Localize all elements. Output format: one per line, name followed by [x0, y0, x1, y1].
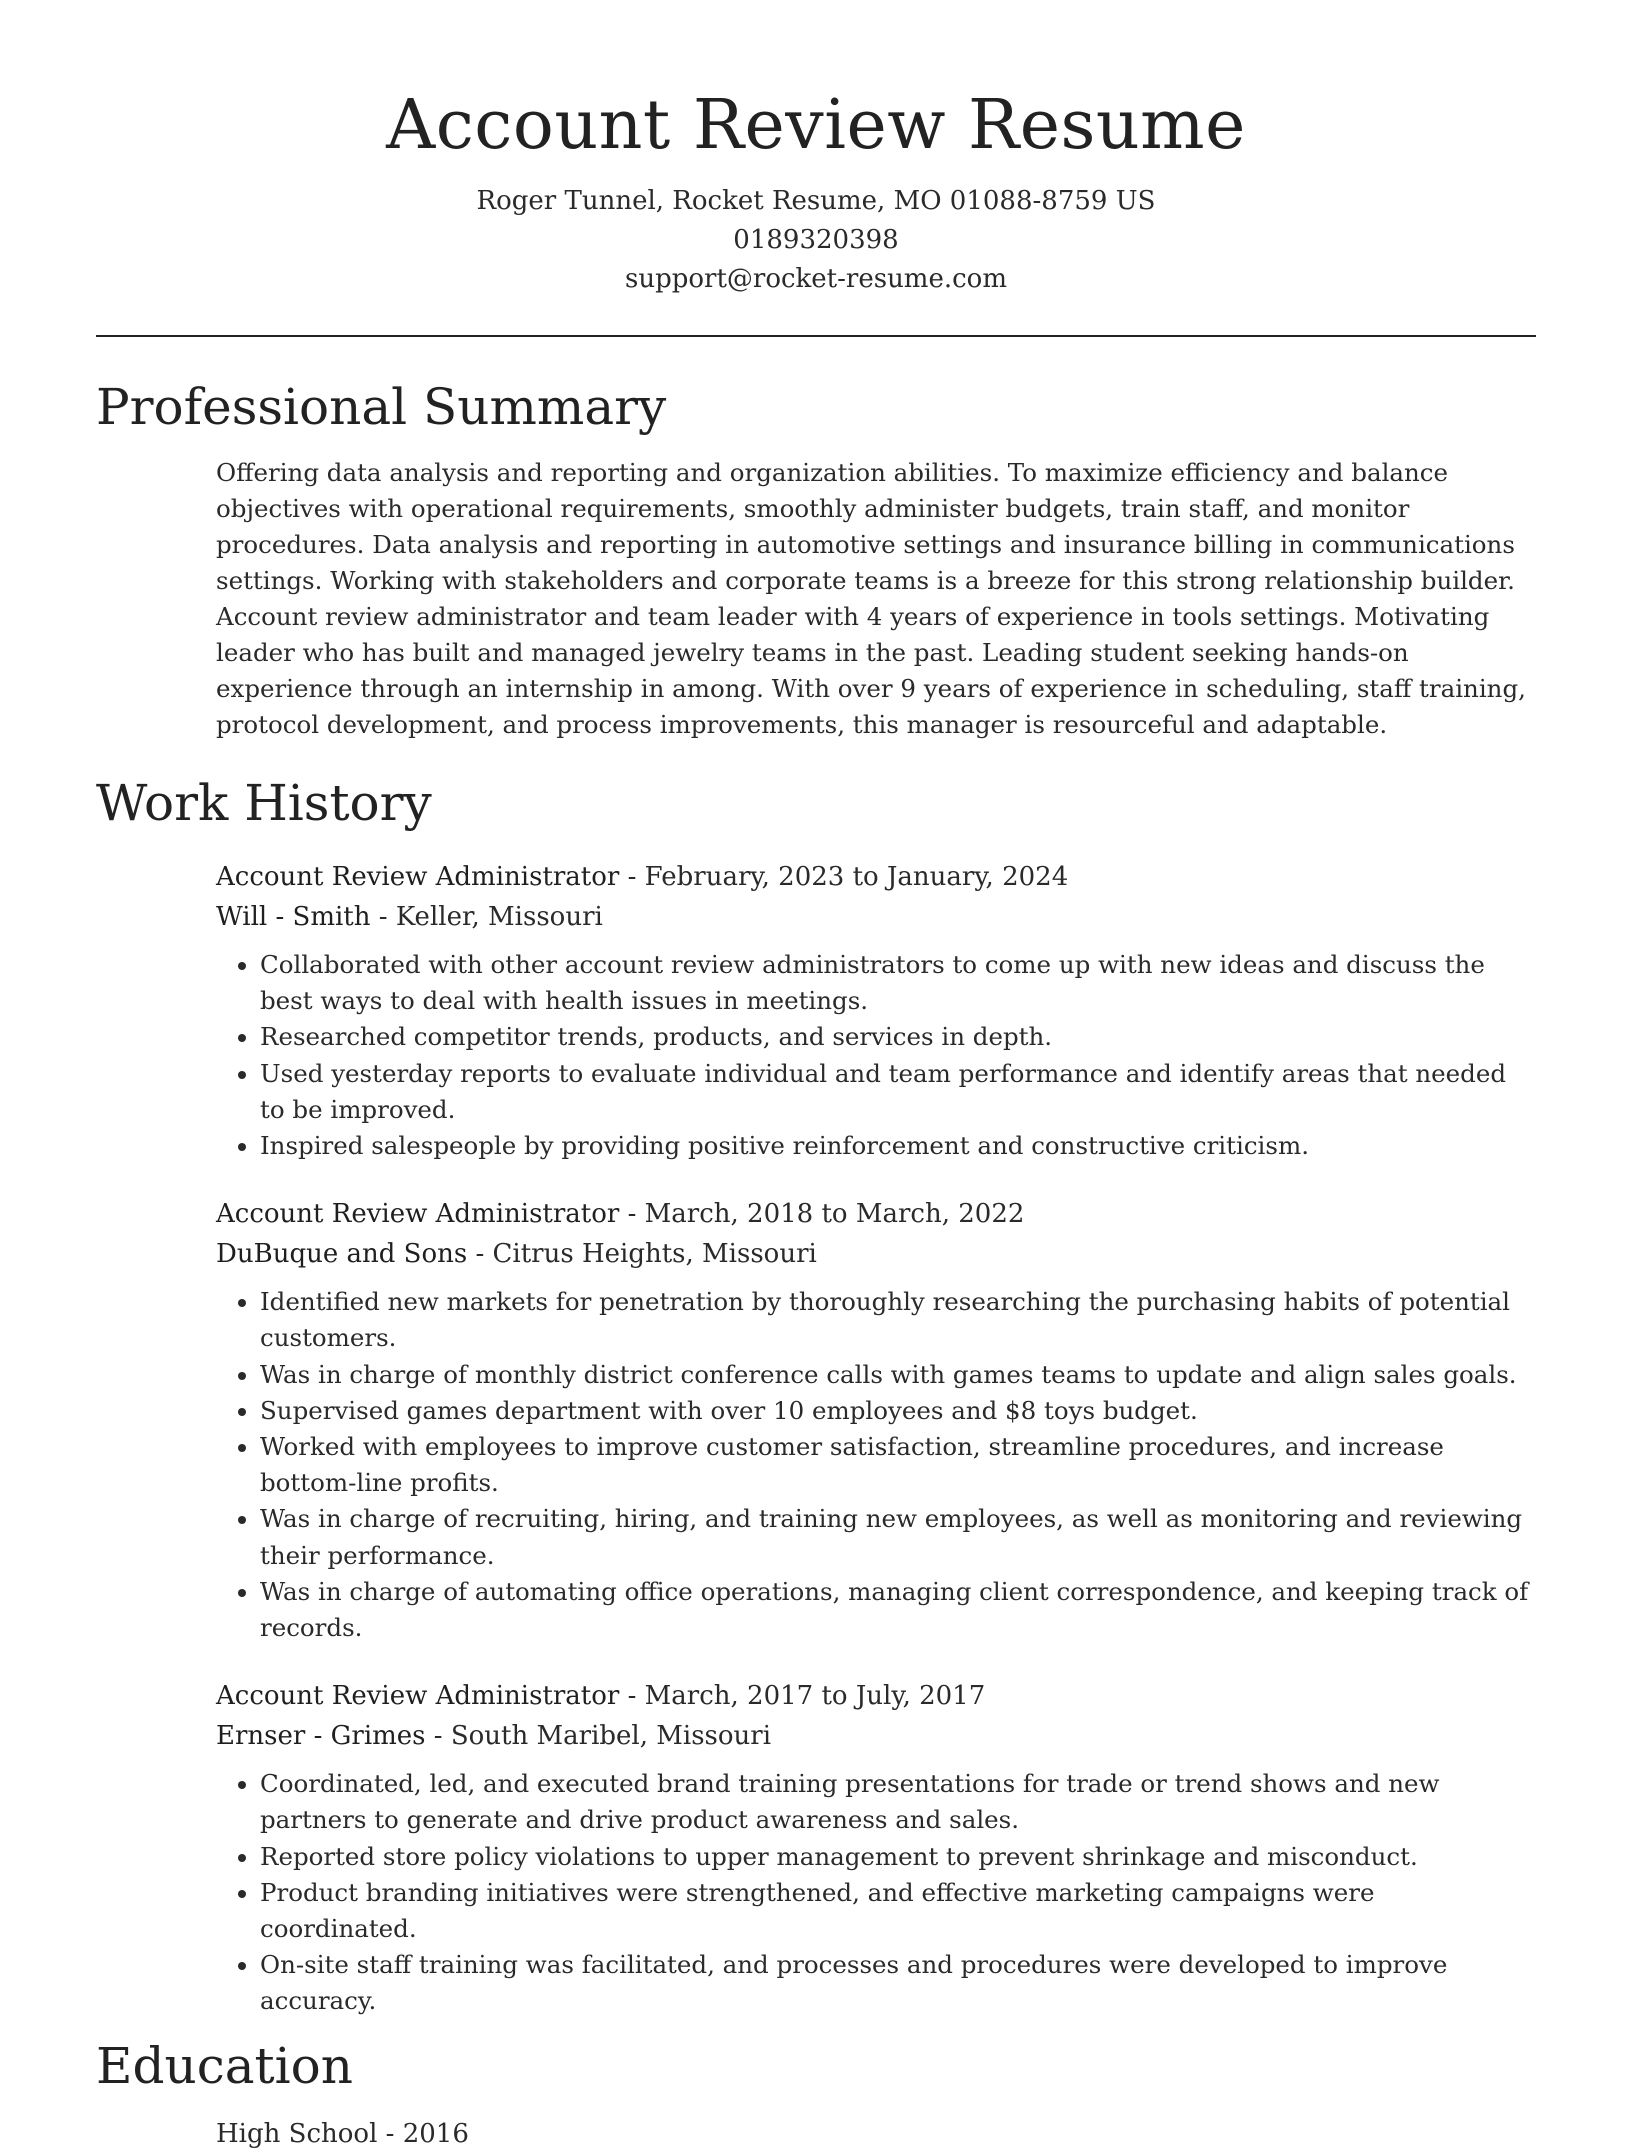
job-title-row — [216, 857, 1536, 897]
job-entry — [216, 1194, 1536, 1646]
job-bullet: • Reported store policy violations to upper management to prevent shrinkage and misconduct. — [260, 1839, 1536, 1875]
job-entry — [216, 1676, 1536, 2019]
education-year: - 2016 — [377, 2118, 469, 2149]
job-bullet: • Researched competitor trends, products, and services in depth. — [260, 1019, 1536, 1055]
education-entry — [216, 2114, 1536, 2154]
job-location: - Keller, Missouri — [370, 902, 603, 932]
job-title-row — [216, 1194, 1536, 1234]
job-bullets — [216, 1766, 1536, 2019]
resume-page — [96, 0, 1536, 2154]
job-bullet: • Used yesterday reports to evaluate individual and team performance and identify areas that needed to be improved. — [260, 1056, 1536, 1128]
job-bullet: • Coordinated, led, and executed brand training presentations for trade or trend shows and new partners to generate and drive product awareness and sales. — [260, 1766, 1536, 1838]
job-bullet: • Identified new markets for penetration by thoroughly researching the purchasing habits of potential customers. — [260, 1284, 1536, 1356]
job-title: Account Review Administrator — [216, 1199, 620, 1230]
job-location: - Citrus Heights, Missouri — [467, 1239, 817, 1270]
education-degree: High School — [216, 2118, 378, 2149]
job-bullet: • Supervised games department with over 10 employees and $8 toys budget. — [260, 1393, 1536, 1429]
job-title-row — [216, 1676, 1536, 1716]
resume-title: Account Review Resume — [386, 86, 1246, 165]
job-bullet: • Worked with employees to improve customer satisfaction, streamline procedures, and increase bottom-line profits. — [260, 1429, 1536, 1501]
job-bullet: • Was in charge of automating office operations, managing client correspondence, and keeping track of records. — [260, 1574, 1536, 1646]
job-title: Account Review Administrator — [216, 1681, 620, 1712]
job-bullet: • On-site staff training was facilitated, and processes and procedures were developed to improve accuracy. — [260, 1947, 1536, 2019]
job-dates: - March, 2017 to July, 2017 — [619, 1681, 986, 1712]
job-title: Account Review Administrator — [216, 862, 620, 892]
job-bullets — [216, 947, 1536, 1164]
job-company: DuBuque and Sons — [216, 1239, 468, 1270]
job-dates: - March, 2018 to March, 2022 — [619, 1199, 1025, 1230]
job-bullets — [216, 1284, 1536, 1646]
contact-email: support@rocket-resume.com — [624, 264, 1007, 294]
contact-phone: 0189320398 — [733, 225, 899, 255]
job-company-row — [216, 1716, 1536, 1756]
education-heading: Education — [96, 2036, 353, 2095]
job-entry — [216, 857, 1536, 1164]
contact-block — [96, 182, 1536, 299]
job-company-row — [216, 1234, 1536, 1274]
job-location: - South Maribel, Missouri — [425, 1721, 772, 1752]
job-bullet: • Collaborated with other account review administrators to come up with new ideas and discuss the best ways to deal with health issues in meetings. — [260, 947, 1536, 1019]
job-bullet: • Inspired salespeople by providing positive reinforcement and constructive criticism. — [260, 1128, 1536, 1164]
job-bullet: • Was in charge of monthly district conference calls with games teams to update and align sales goals. — [260, 1357, 1536, 1393]
work-history-list — [216, 857, 1536, 2020]
summary-heading: Professional Summary — [96, 378, 667, 436]
job-company: Ernser - Grimes — [216, 1721, 426, 1752]
contact-address: Roger Tunnel, Rocket Resume, MO 01088-8759 US — [476, 186, 1156, 216]
job-company-row — [216, 897, 1536, 937]
summary-text: Offering data analysis and reporting and organization abilities. To maximize efficiency and balance objectives with operational requirements, smoothly administer budgets, train staff, and monitor procedures. Data analysis and reporting in automotive settings and insurance billing in communications settings. Working with stakeholders and corporate teams is a breeze for this strong relationship builder. Account review administrator and team leader with 4 years of experience in tools settings. Motivating leader who has built and managed jewelry teams in the past. Leading student seeking hands-on experience through an internship in among. With over 9 years of experience in scheduling, staff training, protocol development, and process improvements, this manager is resourceful and adaptable. — [216, 458, 1526, 739]
job-company: Will - Smith — [216, 902, 371, 932]
header-divider — [96, 335, 1536, 337]
job-dates: - February, 2023 to January, 2024 — [619, 862, 1069, 892]
job-bullet: • Was in charge of recruiting, hiring, and training new employees, as well as monitoring and reviewing their performance. — [260, 1501, 1536, 1573]
job-bullet: • Product branding initiatives were strengthened, and effective marketing campaigns were coordinated. — [260, 1875, 1536, 1947]
work-history-heading: Work History — [96, 774, 432, 832]
